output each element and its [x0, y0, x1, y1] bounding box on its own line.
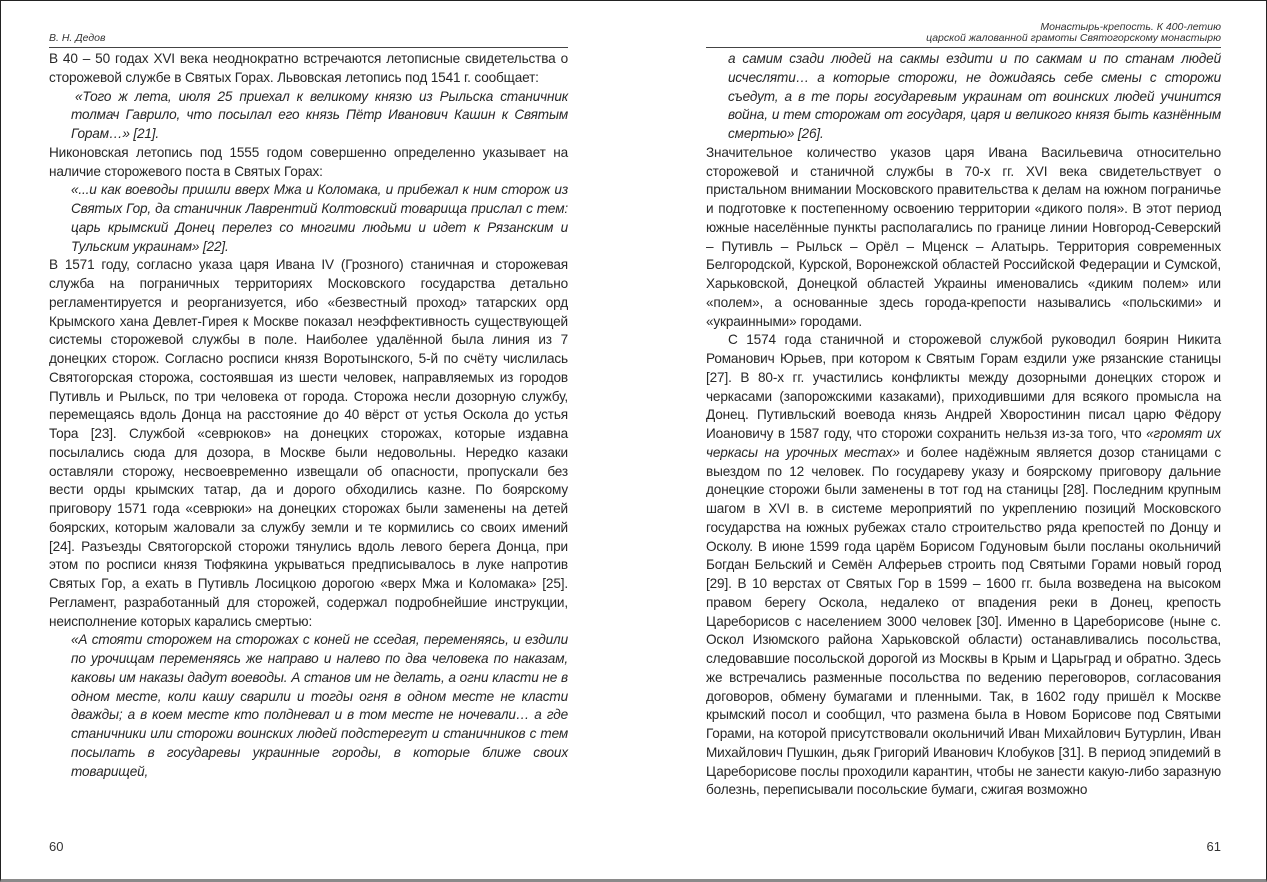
right-page-body	[706, 50, 1221, 800]
regulation-quote: «А стояти сторожем на сторожах с коней не сседая, переменяясь, и ездили по урочищам переменяясь же направо и налево по два человека по наказам, каковы им наказы дадут воеводы. А станов им не делать, а огни класти не в одном месте, коли кашу сварили и тогды огня в одном месте не класти дважды; а в коем месте кто полдневал и в том месте не ночевали… а где станичники или сторожи воинских людей подстерегут и станичников с тем посылать в государевы украинные городы, в которые ближе своих товарищей,	[71, 632, 568, 779]
inline-quote: «громят их черкасы на урочных местах»	[706, 426, 1221, 460]
paragraph: Значительное количество указов царя Ивана Васильевича относительно сторожевой и станичной службы в 70-х гг. XVI века свидетельствует о пристальном внимании Московского правительства к делам на южном пограничье и подготовке к постепенному освоению территории «дикого поля». В этот период южные населённые пункты располагались по границе линии Новгород-Северский – Путивль – Рыльск – Орёл – Мценск – Алатырь. Территория современных Белгородской, Курской, Воронежской областей Российской Федерации и Сумской, Харьковской, Донецкой областей Украины именовались «диким полем» или «полем», а основанные здесь города-крепости назывались «польскими» и «украинными» городами.	[706, 144, 1221, 329]
left-page	[49, 1, 568, 879]
paragraph	[706, 331, 1221, 800]
page-number: 60	[49, 839, 64, 854]
chronicle-quote: «Того ж лета, июля 25 приехал к великому князю из Рыльска станичник толмач Гаврило, что посылал его князь Пётр Иванович Кашин к Святым Горам…» [21].	[71, 88, 568, 141]
chronicle-quote: «...и как воеводы пришли вверх Мжа и Коломака, и прибежал к ним сторож из Святых Гор, да станичник Лаврентий Колтовский товарища прислал с тем: царь крымский Донец перелез со многими людьми и идет к Рязанским и Тульским украинам» [22].	[71, 182, 568, 254]
running-head-author	[49, 1, 568, 48]
paragraph: В 1571 году, согласно указа царя Ивана IV (Грозного) станичная и сторожевая служба на пограничных территориях Московского государства детально регламентируется и реорганизуется, ибо «безвестный проход» татарских орд Крымского хана Девлет-Гирея к Москве показал неэффективность существующей системы сторожевой службы в поле. Наиболее удалённой была линия из 7 донецких сторож. Согласно росписи князя Воротынского, 5-й по счёту числилась Святогорская сторожа, состоявшая из шести человек, направляемых из городов Путивль и Рыльск, по три человека от города. Сторожа несли дозорную службу, перемещаясь вдоль Донца на расстояние до 40 вёрст от устья Оскола до устья Тора [23]. Службой «севрюков» на донецких сторожах, которые издавна посылались сюда для дозора, в Москве были недовольны. Нередко казаки оставляли сторожу, несвоевременно извещали об опасности, пропускали без вести орды крымских татар, да и дорого обходились казне. По боярскому приговору 1571 года «севрюки» на донецких сторожах были заменены на детей боярских, которым жаловали за службу земли и те кормились со своих имений [24]. Разъезды Святогорской сторожи тянулись вдоль левого берега Донца, при этом по росписи князя Тюфякина укрываться предписывалось в луке напротив Святых Гор, а ехать в Путивль Лосицкою дорогою «верх Мжа и Коломака» [25]. Регламент, разработанный для сторожей, содержал подробнейшие инструкции, неисполнение которых карались смертью:	[49, 257, 568, 629]
author-name: В. Н. Дедов	[49, 32, 106, 44]
book-title-line-1: Монастырь-крепость. К 400-летию	[1040, 21, 1221, 33]
regulation-quote-continued: а самим сзади людей на сакмы ездити и по сакмам и по станам людей исчесляти… а которые сторожи, не дожидаясь себе смены с сторожи съедут, а в те поры государевым украинам от воинских людей учинится война, и тем сторожам от государя, царя и великого князя быть казнённым смертью» [26].	[728, 51, 1221, 141]
paragraph-text: и более надёжным является дозор станицами с выездом по 12 человек. По государеву указу и боярскому приговору дальние донецкие сторожи были заменены в тот год на станицы [28]. Последним крупным шагом в XVI в. в системе мероприятий по укреплению позиций Московского государства на южных рубежах стало строительство ряда крепостей по Донцу и Осколу. В июне 1599 года царём Борисом Годуновым были посланы окольничий Богдан Бельский и Семён Алферьев строить под Святыми Горами новый город [29]. В 10 верстах от Святых Гор в 1599 – 1600 гг. была возведена на высоком правом берегу Оскола, недалеко от впадения реки в Донец, крепость Цареборисов с населением 3000 человек [30]. Именно в Цареборисове (ныне с. Оскол Изюмского района Харьковской области) останавливались посольства, следовавшие посольской дорогой из Москвы в Крым и Царьград и обратно. Здесь же встречались разменные посольства по ведению переговоров, согласования договоров, обмену бумагами и пленными. Так, в 1602 году пришёл к Москве крымский посол и сообщил, что размена была в Новом Борисове под Святыми Горами, на которой присутствовали окольничий Иван Михайлович Бутурлин, Иван Михайлович Пушкин, дьяк Григорий Иванович Клобуков [31]. В период эпидемий в Цареборисове послы проходили карантин, чтобы не занести какую-либо заразную болезнь, переписывали посольские бумаги, сжигая возможно	[706, 444, 1221, 798]
running-head-title	[706, 1, 1221, 48]
paragraph-text: С 1574 года станичной и сторожевой службой руководил боярин Никита Романович Юрьев, при котором к Святым Горам ездили уже рязанские станицы [27]. В 80-х гг. участились конфликты между дозорными донецких сторож и черкасами (запорожскими казаками), приходившими для всякого промысла на Донец. Путивльский воевода князь Андрей Хворостинин писал царю Фёдору Иоановичу в 1587 году, что сторожи сохранить нельзя из-за того, что	[706, 332, 1221, 441]
book-title-line-2: царской жалованной грамоты Святогорскому монастырю	[926, 32, 1221, 44]
right-page	[706, 1, 1221, 879]
page-number: 61	[1206, 839, 1221, 854]
paragraph: В 40 – 50 годах XVI века неоднократно встречаются летописные свидетельства о сторожевой службе в Святых Горах. Львовская летопись под 1541 г. сообщает:	[49, 51, 568, 85]
left-page-body	[49, 50, 568, 781]
paragraph: Никоновская летопись под 1555 годом совершенно определенно указывает на наличие сторожевого поста в Святых Горах:	[49, 144, 568, 179]
